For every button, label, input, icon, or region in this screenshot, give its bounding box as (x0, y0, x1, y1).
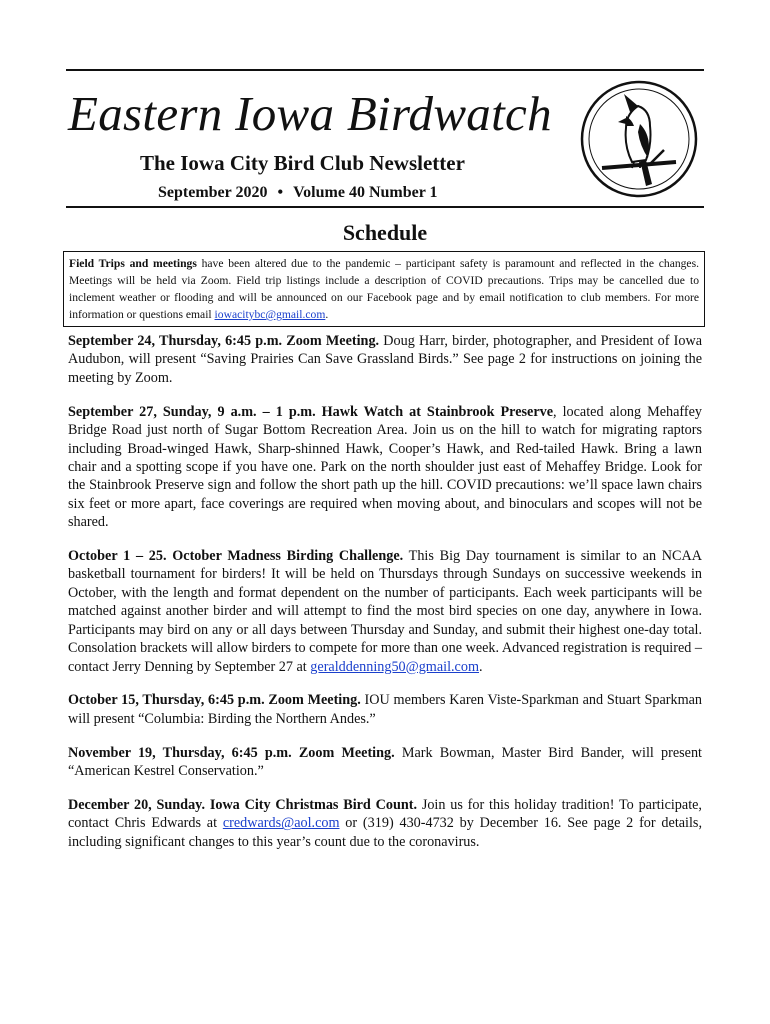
event-tail: or (319) 430-4732 by December 16. See page 2 for details, including significant changes to this year’s count due to the coronavirus. (68, 815, 703, 850)
event-oct-1-25 (68, 547, 702, 676)
newsletter-subtitle: The Iowa City Bird Club Newsletter (140, 151, 465, 175)
event-text: IOU members Karen Viste-Sparkman and Stuart Sparkman will present “Columbia: Birding the Northern Andes.” (68, 692, 702, 727)
event-text: This Big Day tournament is similar to an NCAA basketball tournament for birders! It will be held on Thursdays through Sundays on successive weekends in October, with the length and format dependent on the number of participants. Each week participants will be matched against another birder and will attempt to find the most bird species on one day, anywhere in Iowa. Participants may bird on any or all days between Thursday and Sunday, and submit their highest one-day total. Consolation brackets will allow birders to compete for more than one week. Advanced registration is required – contact Jerry Denning by September 27 at (68, 548, 702, 675)
schedule-list (68, 332, 702, 867)
event-heading: November 19, Thursday, 6:45 p.m. Zoom Meeting. (68, 744, 395, 761)
schedule-heading: Schedule (342, 220, 428, 245)
newsletter-title: Eastern Iowa Birdwatch (68, 86, 552, 141)
cardinal-bird-logo-icon (580, 80, 698, 198)
event-oct-15 (68, 691, 702, 728)
event-text: , located along Mehaffey Bridge Road just north of Sugar Bottom Recreation Area. Join us on the hill to watch for migrating raptors including Broad-winged Hawk, Sharp-shinned Hawk, Cooper’s Hawk, and Red-tailed Hawk. Bring a lawn chair and a spotting scope if you have one. Park on the north shoulder just east of Mehaffey Bridge. Look for the Stainbrook Preserve sign and follow the short path up the hill. COVID precautions: we’ll space lawn chairs six feet or more apart, face coverings are required when moving about, and binoculars and scopes will not be shared. (68, 403, 703, 531)
event-heading: December 20, Sunday. Iowa City Christmas Bird Count. (68, 797, 418, 814)
denning-email-link[interactable]: geralddenning50@gmail.com (310, 658, 479, 675)
event-heading: October 1 – 25. October Madness Birding Challenge. (68, 548, 404, 565)
edwards-email-link[interactable]: credwards@aol.com (222, 815, 340, 832)
issue-separator: • (277, 184, 284, 201)
notice-lead: Field Trips and meetings (69, 257, 197, 270)
issue-date: September 2020 (158, 184, 268, 201)
top-rule (66, 69, 704, 71)
covid-notice-box (63, 251, 705, 327)
event-heading: October 15, Thursday, 6:45 p.m. Zoom Meeting. (68, 692, 361, 709)
event-sep-24 (68, 332, 702, 387)
event-text: Doug Harr, birder, photographer, and President of Iowa Audubon, will present “Saving Prairies Can Save Grassland Birds.” See page 2 for instructions on joining the meeting by Zoom. (68, 333, 702, 386)
event-tail: . (479, 658, 483, 675)
notice-body: have been altered due to the pandemic – participant safety is paramount and reflected in the changes. Meetings will be held via Zoom. Field trip listings include a description of COVID precautions. Trips may be cancelled due to inclement weather or flooding and will be announced on our Facebook page and by email notification to club members. For more information or questions email (69, 257, 699, 321)
event-text: Mark Bowman, Master Bird Bander, will present “American Kestrel Conservation.” (68, 744, 702, 780)
notice-tail: . (325, 308, 329, 321)
event-nov-19 (68, 744, 702, 781)
issue-line (158, 183, 488, 203)
issue-volume: Volume 40 Number 1 (293, 184, 438, 201)
event-sep-27 (68, 403, 702, 532)
event-dec-20 (68, 796, 702, 851)
event-text: Join us for this holiday tradition! To participate, contact Chris Edwards at (68, 797, 702, 832)
club-email-link[interactable]: iowacitybc@gmail.com (214, 308, 326, 321)
header-bottom-rule (66, 206, 704, 208)
event-heading: September 24, Thursday, 6:45 p.m. Zoom Meeting. (68, 333, 380, 349)
event-heading: September 27, Sunday, 9 a.m. – 1 p.m. Hawk Watch at Stainbrook Preserve (68, 403, 554, 420)
